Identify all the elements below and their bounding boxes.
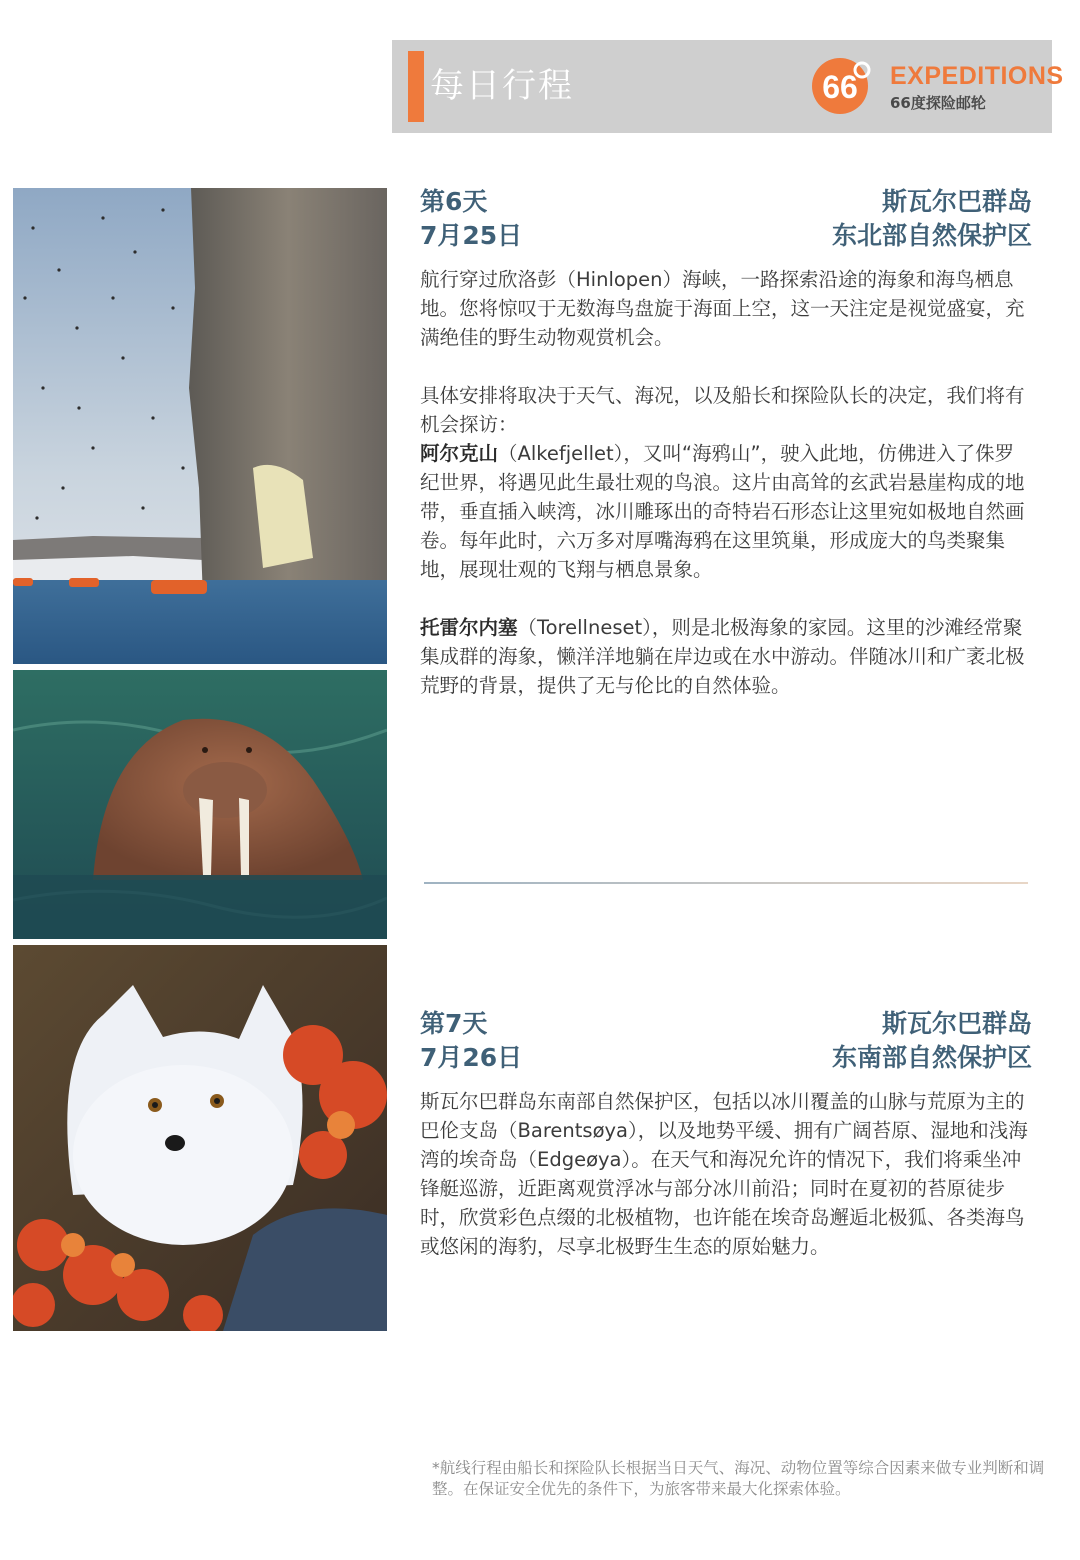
day6-region-line1: 斯瓦尔巴群岛 [881,187,1032,216]
66-degree-logo-icon [808,56,878,116]
day6-site2 [420,613,1032,700]
day7-text: 斯瓦尔巴群岛东南部自然保护区，包括以冰川覆盖的山脉与荒原为主的巴伦支岛（Barentsøya），以及地势平缓、拥有广阔苔原、湿地和浅海湾的埃奇岛（Edgeøya）。在天气和海况允许的情况下，我们将乘坐冲锋艇巡游，近距离观赏浮冰与部分冰川前沿；同时在夏初的苔原徒步时，欣赏彩色点缀的北极植物，也许能在埃奇岛邂逅北极狐、各类海鸟或悠闲的海豹，尽享北极野生生态的原始魅力。 [420,1090,1028,1258]
day7-region-line1: 斯瓦尔巴群岛 [881,1009,1032,1038]
day6-section [420,185,1032,700]
day6-heading [420,185,1032,253]
page-title: 每日行程 [430,66,574,106]
arctic-fox-photo [13,945,387,1331]
day7-region-line2: 东南部自然保护区 [831,1043,1032,1072]
day6-site1-name: 阿尔克山 [420,442,499,465]
day6-site2-name: 托雷尔内塞 [420,616,518,639]
day6-site1-text: （Alkefjellet），又叫“海鸦山”，驶入此地，仿佛进入了侏罗纪世界，将遇见此生最壮观的鸟浪。这片由高耸的玄武岩悬崖构成的地带，垂直插入峡湾，冰川雕琢出的奇特岩石形态让这里宛如极地自然画卷。每年此时，六万多对厚嘴海鸦在这里筑巢，形成庞大的鸟类聚集地，展现壮观的飞翔与栖息景象。 [420,442,1025,581]
day7-heading [420,1007,1032,1075]
day6-date: 7月25日 [420,221,523,250]
header-accent-bar [408,51,424,122]
day6-intro: 航行穿过欣洛彭（Hinlopen）海峡，一路探索沿途的海象和海鸟栖息地。您将惊叹于无数海鸟盘旋于海面上空，这一天注定是视觉盛宴，充满绝佳的野生动物观赏机会。 [420,268,1025,349]
logo-subtitle: 66度探险邮轮 [890,94,986,112]
header-bar [392,40,1064,133]
logo-wordmark: EXPEDITIONS [890,62,1064,90]
walrus-photo [13,670,387,939]
day6-region-line2: 东北部自然保护区 [831,221,1032,250]
section-divider [424,882,1028,884]
day6-plan: 具体安排将取决于天气、海况，以及船长和探险队长的决定，我们将有机会探访： [420,384,1025,436]
svg-text:66: 66 [822,69,858,105]
day6-number: 第6天 [420,187,488,216]
brand-logo [808,56,1064,116]
day7-section [420,1007,1032,1261]
day7-date: 7月26日 [420,1043,523,1072]
bird-cliff-zodiac-photo [13,188,387,664]
day6-site2-text: （Torellneset），则是北极海象的家园。这里的沙滩经常聚集成群的海象，懒洋洋地躺在岸边或在水中游动。伴随冰川和广袤北极荒野的背景，提供了无与伦比的自然体验。 [420,616,1025,697]
day6-site1 [420,439,1032,584]
footnote: *航线行程由船长和探险队长根据当日天气、海况、动物位置等综合因素来做专业判断和调整。在保证安全优先的条件下，为旅客带来最大化探索体验。 [432,1459,1045,1498]
day7-number: 第7天 [420,1009,488,1038]
